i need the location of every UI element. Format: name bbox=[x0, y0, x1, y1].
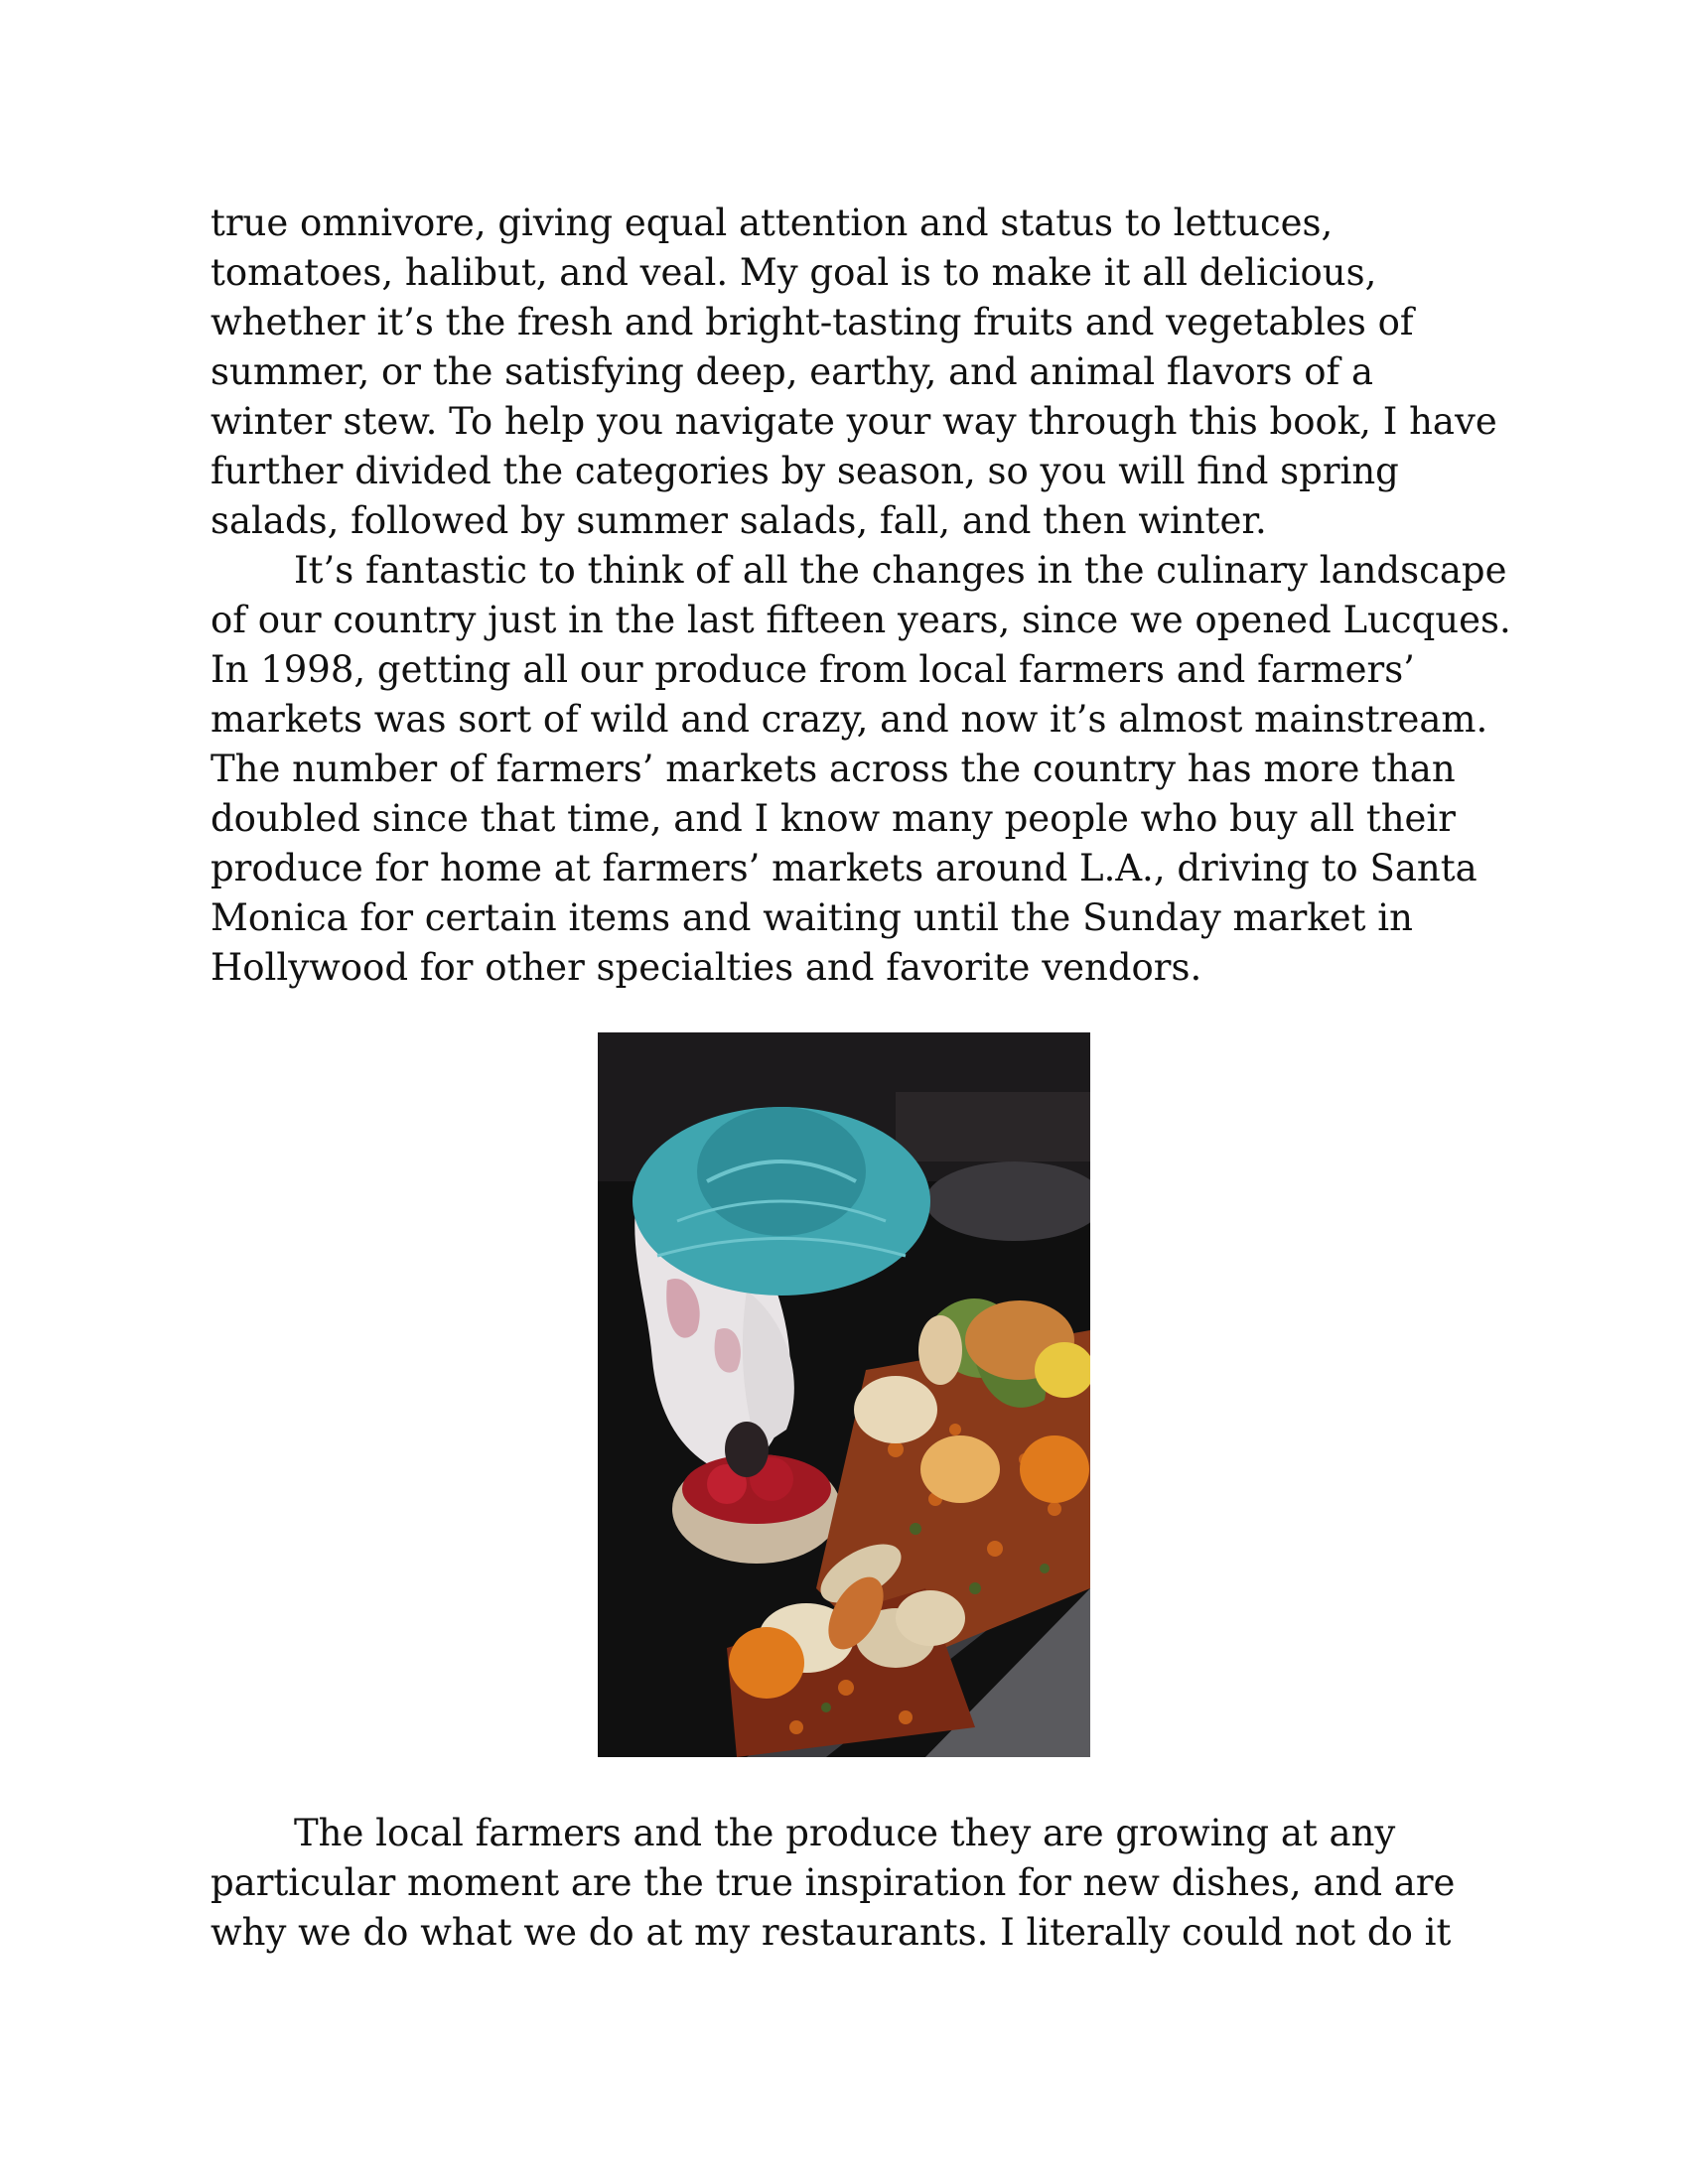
farmers-market-photo bbox=[598, 1032, 1090, 1757]
text-line: salads, followed by summer salads, fall, and then winter. bbox=[211, 499, 1267, 542]
text-line: produce for home at farmers’ markets around L.A., driving to Santa bbox=[211, 847, 1477, 889]
squash-cream bbox=[918, 1315, 962, 1385]
text-line: tomatoes, halibut, and veal. My goal is to make it all delicious, bbox=[211, 251, 1377, 294]
text-line: The local farmers and the produce they are growing at any bbox=[294, 1812, 1396, 1854]
text-line: true omnivore, giving equal attention and status to lettuces, bbox=[211, 202, 1334, 244]
text-line: Hollywood for other specialties and favorite vendors. bbox=[211, 946, 1202, 989]
paragraph-group-bottom bbox=[211, 1809, 1501, 1958]
text-line: The number of farmers’ markets across the country has more than bbox=[211, 748, 1456, 790]
text-line: winter stew. To help you navigate your way through this book, I have bbox=[211, 400, 1497, 443]
squash-cream bbox=[854, 1376, 937, 1443]
pumpkin-orange bbox=[1020, 1435, 1089, 1503]
squash-orange bbox=[920, 1435, 1000, 1503]
squash-cream bbox=[896, 1590, 965, 1646]
text-line: particular moment are the true inspiration for new dishes, and are bbox=[211, 1861, 1456, 1904]
text-line: markets was sort of wild and crazy, and now it’s almost mainstream. bbox=[211, 698, 1488, 741]
stall-shape bbox=[896, 1092, 1090, 1161]
text-line: whether it’s the fresh and bright-tasting fruits and vegetables of bbox=[211, 301, 1414, 343]
pumpkin-orange bbox=[729, 1627, 804, 1699]
text-line: In 1998, getting all our produce from local farmers and farmers’ bbox=[211, 648, 1415, 691]
text-line: It’s fantastic to think of all the changes in the culinary landscape bbox=[294, 549, 1507, 592]
photo-illustration bbox=[598, 1032, 1090, 1757]
text-line: Monica for certain items and waiting until the Sunday market in bbox=[211, 896, 1413, 939]
text-line: further divided the categories by season, so you will find spring bbox=[211, 450, 1399, 492]
glove bbox=[725, 1422, 769, 1477]
paragraph-group-top bbox=[211, 199, 1511, 993]
text-line: of our country just in the last fifteen years, since we opened Lucques. bbox=[211, 599, 1511, 641]
text-line: doubled since that time, and I know many people who buy all their bbox=[211, 797, 1456, 840]
text-line: why we do what we do at my restaurants. I literally could not do it bbox=[211, 1911, 1452, 1954]
text-line: summer, or the satisfying deep, earthy, and animal flavors of a bbox=[211, 350, 1374, 393]
hat-crown bbox=[697, 1107, 866, 1236]
